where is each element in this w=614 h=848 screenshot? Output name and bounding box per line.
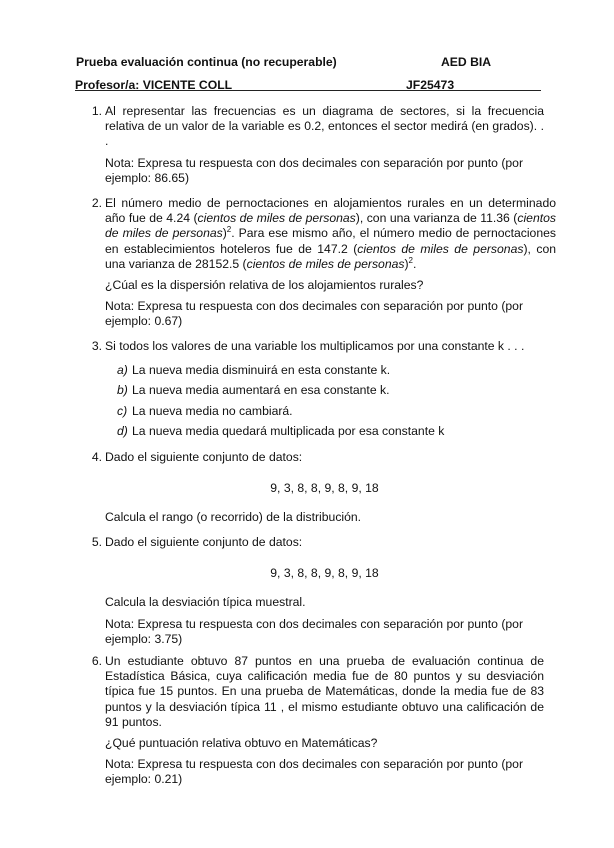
exam-code: JF25473 [406, 78, 455, 92]
question-text: Si todos los valores de una variable los multiplicamos por una constante k . . . [105, 339, 525, 353]
option-d[interactable]: d) La nueva media quedará multiplicada por esa constante k [117, 423, 445, 438]
header-rule [75, 90, 541, 91]
question-number: 4. [91, 450, 102, 464]
option-c[interactable]: c) La nueva media no cambiará. [117, 403, 293, 418]
question-6 [86, 654, 544, 788]
question-1 [86, 104, 544, 186]
question-prompt: ¿Qué puntuación relativa obtuvo en Matemáticas? [105, 736, 378, 751]
question-number: 3. [91, 339, 102, 353]
option-b[interactable]: b) La nueva media aumentará en esa constante k. [117, 383, 390, 398]
data-set: 9, 3, 8, 8, 9, 8, 9, 18 [270, 481, 379, 496]
question-note: Nota: Expresa tu respuesta con dos decimales con separación por punto (por ejemplo: 3.75) [105, 616, 523, 646]
question-number: 6. [91, 654, 102, 668]
question-text: El número medio de pernoctaciones en alojamientos rurales en un determinado año fue de 4.24 (cientos de miles de personas), con una varianza de 11.36 (cientos de miles de personas)$^2$. Para ese mismo año, el número medio de pernoctaciones en establecimientos hoteleros fue de 147.2 (cientos de miles de personas), con una varianza de 28152.5 (cientos de miles de personas)$^2$. [105, 196, 557, 271]
question-text: Dado el siguiente conjunto de datos: [105, 535, 303, 549]
question-note: Nota: Expresa tu respuesta con dos decimales con separación por punto (por ejemplo: 86.65) [105, 155, 523, 185]
unit-label: cientos de miles de personas [105, 211, 556, 241]
unit-label: cientos de miles de personas [197, 211, 356, 226]
question-text: Dado el siguiente conjunto de datos: [105, 450, 303, 464]
test-title: Prueba evaluación continua (no recuperable) [76, 55, 337, 69]
option-a[interactable]: a) La nueva media disminuirá en esta constante k. [117, 363, 391, 378]
question-number: 2. [91, 196, 102, 210]
unit-label: cientos de miles de personas [357, 241, 524, 256]
question-note: Nota: Expresa tu respuesta con dos decimales con separación por punto (por ejemplo: 0.67) [105, 299, 523, 329]
question-text: Un estudiante obtuvo 87 puntos en una prueba de evaluación continua de Estadística Básica, cuya calificación media fue de 80 puntos y su desviación típica fue 15 puntos. En una prueba de Matemáticas, donde la media fue de 83 puntos y la desviación típica 11 , el mismo estudiante obtuvo una calificación de 91 puntos. [105, 654, 544, 729]
question-text: Al representar las frecuencias es un diagrama de sectores, si la frecuencia relativa de un valor de la variable es 0.2, entonces el sector medirá (en grados). . . [105, 104, 544, 149]
answer-options [117, 363, 544, 439]
question-number: 5. [91, 535, 102, 549]
question-prompt: ¿Cúal es la dispersión relativa de los alojamientos rurales? [105, 278, 424, 293]
question-number: 1. [91, 104, 102, 118]
unit-label: cientos de miles de personas [246, 256, 405, 271]
course-name: AED BIA [441, 55, 492, 69]
professor-name: Profesor/a: VICENTE COLL [75, 78, 233, 92]
question-prompt: Calcula la desviación típica muestral. [105, 595, 306, 610]
question-2 [86, 196, 556, 330]
data-set: 9, 3, 8, 8, 9, 8, 9, 18 [270, 566, 379, 581]
question-3 [86, 339, 544, 444]
question-prompt: Calcula el rango (o recorrido) de la distribución. [105, 510, 362, 525]
question-5 [86, 535, 544, 647]
question-4 [86, 450, 544, 526]
question-note: Nota: Expresa tu respuesta con dos decimales con separación por punto (por ejemplo: 0.21) [105, 757, 523, 787]
